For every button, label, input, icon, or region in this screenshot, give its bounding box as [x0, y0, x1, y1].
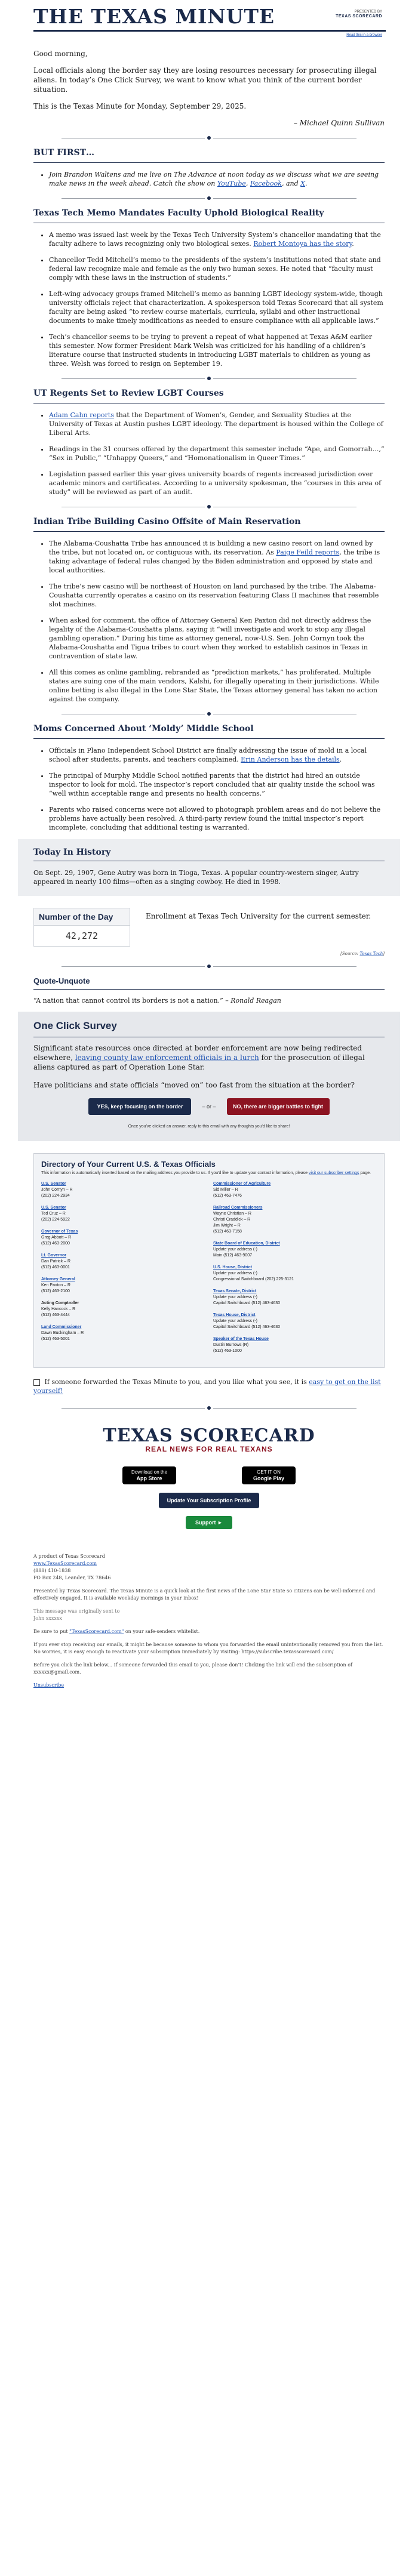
list-item: • The tribe’s new casino will be northeast of Houston on land purchased by the tribe. The Alabama-Coushatta currently operates a casino on its reservation featuring Class II machines that resemble slot machines. — [49, 582, 385, 609]
official-entry: U.S. House, District Update your address (-) Congressional Switchboard (202) 225-3121 — [213, 1265, 294, 1281]
list-item: • Left-wing advocacy groups framed Mitchell’s memo as banning LGBT ideology system-wide, though university officials reject that characterization. A spokesperson told Texas Scorecard that all system faculty are being asked “to review course materials, curricula, syllabi and other instructional documents to make timely modifications as needed to ensure compliance with all applicable laws.” — [49, 289, 385, 325]
forward-note: If someone forwarded the Texas Minute to you, and you like what you see, it is easy to get on the list yourself! — [33, 1378, 381, 1395]
support-button[interactable]: Support ► — [186, 1516, 232, 1529]
official-entry: Land Commissioner Dawn Buckingham – R (512) 463-5001 — [41, 1325, 84, 1341]
official-entry: Lt. Governor Dan Patrick – R (512) 463-0001 — [41, 1253, 71, 1269]
divider — [18, 136, 400, 140]
section-texas-tech — [18, 208, 400, 368]
list-item: • Readings in the 31 courses offered by the department this semester include “Ape, and Gomorrah…,” “Sex in Public,” “Unhappy Queers,” and “Homonationalism in Queer Times.” — [49, 445, 385, 463]
number-value: 42,272 — [65, 930, 99, 941]
survey-yes-button[interactable]: YES, keep focusing on the border — [88, 1098, 191, 1115]
number-source: [Source: Texas Tech] — [340, 951, 385, 956]
facebook-link[interactable]: Facebook — [250, 180, 282, 187]
intro-paragraph: Local officials along the border say they are losing resources necessary for prosecuting illegal aliens. In today’s One Click Survey, we want to know what you think of the current border situation. — [33, 66, 377, 94]
list-item: • A memo was issued last week by the Texas Tech University System’s chancellor mandating that the faculty adhere to laws recognizing only two biological sexes. Robert Montoya has the story. — [49, 230, 385, 248]
quote-author: Ronald Reagan — [230, 997, 281, 1004]
survey-question: Have politicians and state officials “moved on” too fast from the situation at the border? — [33, 1081, 355, 1089]
section-heading: Indian Tribe Building Casino Offsite of Main Reservation — [33, 517, 301, 526]
official-entry: Speaker of the Texas House Dustin Burrows (R) (512) 463-1000 — [213, 1337, 269, 1353]
signup-link[interactable]: easy to get on the list yourself! — [33, 1378, 381, 1395]
section-heading: Directory of Your Current U.S. & Texas Officials — [41, 1160, 216, 1169]
website-link[interactable]: www.TexasScorecard.com — [33, 1561, 97, 1566]
address-block: A product of Texas Scorecard www.TexasScorecard.com (888) 410-1838 PO Box 248, Leander, TX 78646 — [33, 1554, 111, 1580]
list-item: • Join Brandon Waltens and me live on The Advance at noon today as we discuss what we are seeing make news in the week ahead. Catch the show on YouTube, Facebook, and X. — [49, 170, 385, 188]
unsubscribe-link[interactable]: Unsubscribe — [33, 1683, 64, 1688]
footer-fine-print — [18, 1553, 400, 1689]
email-page — [18, 0, 400, 1689]
section-heading: Today In History — [33, 848, 111, 857]
number-caption: Enrollment at Texas Tech University for the current semester. — [146, 912, 371, 920]
tagline: REAL NEWS FOR REAL TEXANS — [145, 1445, 273, 1453]
story-link[interactable]: Erin Anderson has the details — [241, 756, 340, 763]
section-heading: BUT FIRST… — [33, 148, 94, 158]
official-entry: Texas House, District Update your address (-) Capitol Switchboard (512) 463-4630 — [213, 1313, 281, 1329]
update-profile-button[interactable]: Update Your Subscription Profile — [159, 1493, 260, 1508]
newsletter-logo: THE TEXAS MINUTE — [33, 5, 275, 28]
sent-to: This message was originally sent to John xxxxxx — [33, 1609, 120, 1621]
section-casino — [18, 517, 400, 704]
list-item: • Parents who raised concerns were not allowed to photograph problem areas and do not believe the problems have actually been resolved. A third-party review found the initial inspector’s report incomplete, concluding that additional testing is warranted. — [49, 805, 385, 832]
section-ut-regents — [18, 389, 400, 497]
browser-link[interactable]: Read this in a browser — [346, 33, 382, 37]
greeting: Good morning, — [33, 50, 88, 58]
youtube-link[interactable]: YouTube — [217, 180, 246, 187]
number-heading: Number of the Day — [34, 908, 130, 926]
official-entry: Railroad Commissioners Wayne Christian – R Christi Craddick – R Jim Wright – R (512) 463-7158 — [213, 1206, 263, 1234]
signature: – Michael Quinn Sullivan — [293, 119, 385, 127]
story-link[interactable]: leaving county law enforcement officials in a lurch — [75, 1053, 259, 1062]
survey-no-button[interactable]: NO, there are bigger battles to fight — [227, 1098, 330, 1115]
official-entry: Commissioner of Agriculture Sid Miller – R (512) 463-7476 — [213, 1182, 271, 1198]
number-box — [33, 908, 130, 947]
masthead-rule — [33, 30, 386, 32]
date-line: This is the Texas Minute for Monday, September 29, 2025. — [33, 102, 247, 110]
footer-logo — [18, 1425, 400, 1453]
list-item: • All this comes as online gambling, rebranded as “prediction markets,” has proliferated. Multiple states are suing one of the main vendors, Kalshi, for illegally operating in their jurisdictions. While online betting is also illegal in the Lone Star State, the Texas attorney general has taken no action against the company. — [49, 668, 385, 704]
officials-directory — [33, 1153, 385, 1368]
list-item: • Tech’s chancellor seems to be trying to prevent a repeat of what happened at Texas A&M earlier this semester. Now former President Mark Welsh was criticized for his handling of a children’s literature course that instructed students in introducing LGBT materials to children as young as three. Welsh was forced to resign on September 19. — [49, 332, 385, 368]
source-link[interactable]: Texas Tech — [359, 951, 383, 956]
list-item: • The principal of Murphy Middle School notified parents that the district had hired an outside inspector to look for mold. The inspector’s report concluded that air quality inside the school was “well within acceptable range and presents no health concerns.” — [49, 771, 385, 798]
divider — [18, 965, 400, 968]
list-item: • Officials in Plano Independent School District are finally addressing the issue of mold in a local school after students, parents, and teachers complained. Erin Anderson has the details. — [49, 746, 385, 764]
section-heading: One Click Survey — [33, 1020, 117, 1031]
resubscribe-note: If you ever stop receiving our emails, it might be because someone to whom you forwarded the email unintentionally removed you from the list. No worries, it is easy enough to reactivate your subscription immediately by visiting: https://subscribe.texasscorecard.com/ — [33, 1642, 383, 1654]
quote-text: “A nation that cannot control its borders is not a nation.” – Ronald Reagan — [33, 997, 281, 1004]
list-item: • The Alabama-Coushatta Tribe has announced it is building a new casino resort on land owned by the tribe, but not located on, or contiguous with, its reservation. As Paige Feild reports, the tribe is taking advantage of federal rules changed by the Biden administration and opposed by state and local authorities. — [49, 539, 385, 575]
list-item: • Adam Cahn reports that the Department of Women’s, Gender, and Sexuality Studies at the University of Texas at Austin pushes LGBT ideology. The department is housed within the College of Liberal Arts. — [49, 411, 385, 437]
divider — [18, 377, 400, 380]
today-in-history — [18, 839, 400, 896]
list-item: • Legislation passed earlier this year gives university boards of regents increased jurisdiction over academic minors and certificates. According to a university spokesman, the “courses in this area of study” will be reviewed as part of an audit. — [49, 470, 385, 497]
checkbox-icon — [33, 1379, 40, 1386]
divider — [18, 712, 400, 716]
safe-senders: Be sure to put "TexasScorecard.com" on your safe-senders whitelist. — [33, 1629, 200, 1634]
directory-left-column — [41, 1181, 205, 1360]
texas-scorecard-logo: TEXAS SCORECARD — [103, 1425, 315, 1446]
divider — [18, 196, 400, 200]
official-entry: U.S. Senator John Cornyn – R (202) 224-2934 — [41, 1182, 73, 1198]
masthead — [18, 0, 400, 49]
section-heading: Moms Concerned About ‘Moldy’ Middle School — [33, 724, 254, 734]
footer-description: Presented by Texas Scorecard. The Texas Minute is a quick look at the first news of the Lone Star State so citizens can be well-informed and effectively engaged. It is available weekday mornings in your inbox! — [33, 1588, 376, 1601]
section-moldy-school — [18, 724, 400, 832]
official-entry: Governor of Texas Greg Abbott – R (512) 463-2000 — [41, 1230, 78, 1246]
official-entry: Texas Senate, District Update your address (-) Capitol Switchboard (512) 463-4630 — [213, 1289, 281, 1305]
story-link[interactable]: Robert Montoya has the story — [253, 240, 352, 248]
presented-by: PRESENTED BY TEXAS SCORECARD — [336, 10, 382, 19]
official-entry: Attorney General Ken Paxton – R (512) 463-2100 — [41, 1277, 75, 1293]
directory-subtitle: This information is automatically inserted based on the mailing address you provide to us. If you'd like to update your contact information, please visit our subscriber settings page. — [41, 1171, 371, 1175]
official-entry: State Board of Education, District Update your address (-) Main (512) 463-9007 — [213, 1241, 280, 1258]
list-item: • Chancellor Tedd Mitchell’s memo to the presidents of the system’s institutions noted that state and federal law recognize male and female as the only two human sexes. He noted that “faculty must comply with these laws in the instruction of students.” — [49, 255, 385, 282]
or-separator: – or – — [202, 1104, 216, 1110]
section-heading: Quote-Unquote — [33, 976, 90, 985]
section-but-first — [18, 148, 400, 188]
story-link[interactable]: Paige Feild reports — [276, 549, 340, 556]
brand-name: TEXAS SCORECARD — [336, 14, 382, 19]
one-click-survey — [18, 1012, 400, 1141]
x-link[interactable]: X — [300, 180, 305, 187]
section-heading: UT Regents Set to Review LGBT Courses — [33, 389, 224, 398]
intro — [18, 49, 400, 128]
unsubscribe-warning: Before you click the link below... If someone forwarded this email to you, please don’t! Clicking the link will end the subscription of xxxxxx@gmail.com. — [33, 1662, 352, 1675]
directory-right-column — [213, 1181, 377, 1360]
survey-note: Once you've clicked an answer, reply to this email with any thoughts you'd like to share! — [128, 1124, 290, 1129]
divider — [18, 505, 400, 509]
official-entry: Acting Comptroller Kelly Hancock – R (512) 463-4444 — [41, 1301, 79, 1317]
app-store-badges — [18, 1466, 400, 1484]
number-of-the-day — [18, 908, 400, 947]
official-entry: U.S. Senator Ted Cruz – R (202) 224-5922 — [41, 1206, 70, 1222]
settings-link[interactable]: visit our subscriber settings — [309, 1171, 359, 1175]
quote-unquote — [18, 976, 400, 1004]
app-store-badge[interactable]: Download on the App Store — [122, 1466, 176, 1484]
google-play-badge[interactable]: GET IT ON Google Play — [242, 1466, 296, 1484]
section-heading: Texas Tech Memo Mandates Faculty Uphold Biological Reality — [33, 208, 324, 218]
divider — [18, 1406, 400, 1410]
list-item: • When asked for comment, the office of Attorney General Ken Paxton did not directly address the legality of the Alabama-Coushatta plans, saying it “will investigate and work to stop any illegal gambling operation.” During his time as attorney general, now-U.S. Sen. John Cornyn took the Alabama-Coushatta and Tigua tribes to court when they worked to establish casinos in Texas in contravention of state law. — [49, 616, 385, 661]
story-link[interactable]: Adam Cahn reports — [49, 411, 114, 419]
history-text: On Sept. 29, 1907, Gene Autry was born in Tioga, Texas. A popular country-western singer, Autry appeared in nearly 100 films—often as a singing cowboy. He died in 1998. — [33, 869, 359, 886]
survey-intro: Significant state resources once directed at border enforcement are now being redirected elsewhere, leaving county law enforcement officials in a lurch for the prosecution of illegal aliens captured as part of Operation Lone Star. — [33, 1044, 365, 1071]
